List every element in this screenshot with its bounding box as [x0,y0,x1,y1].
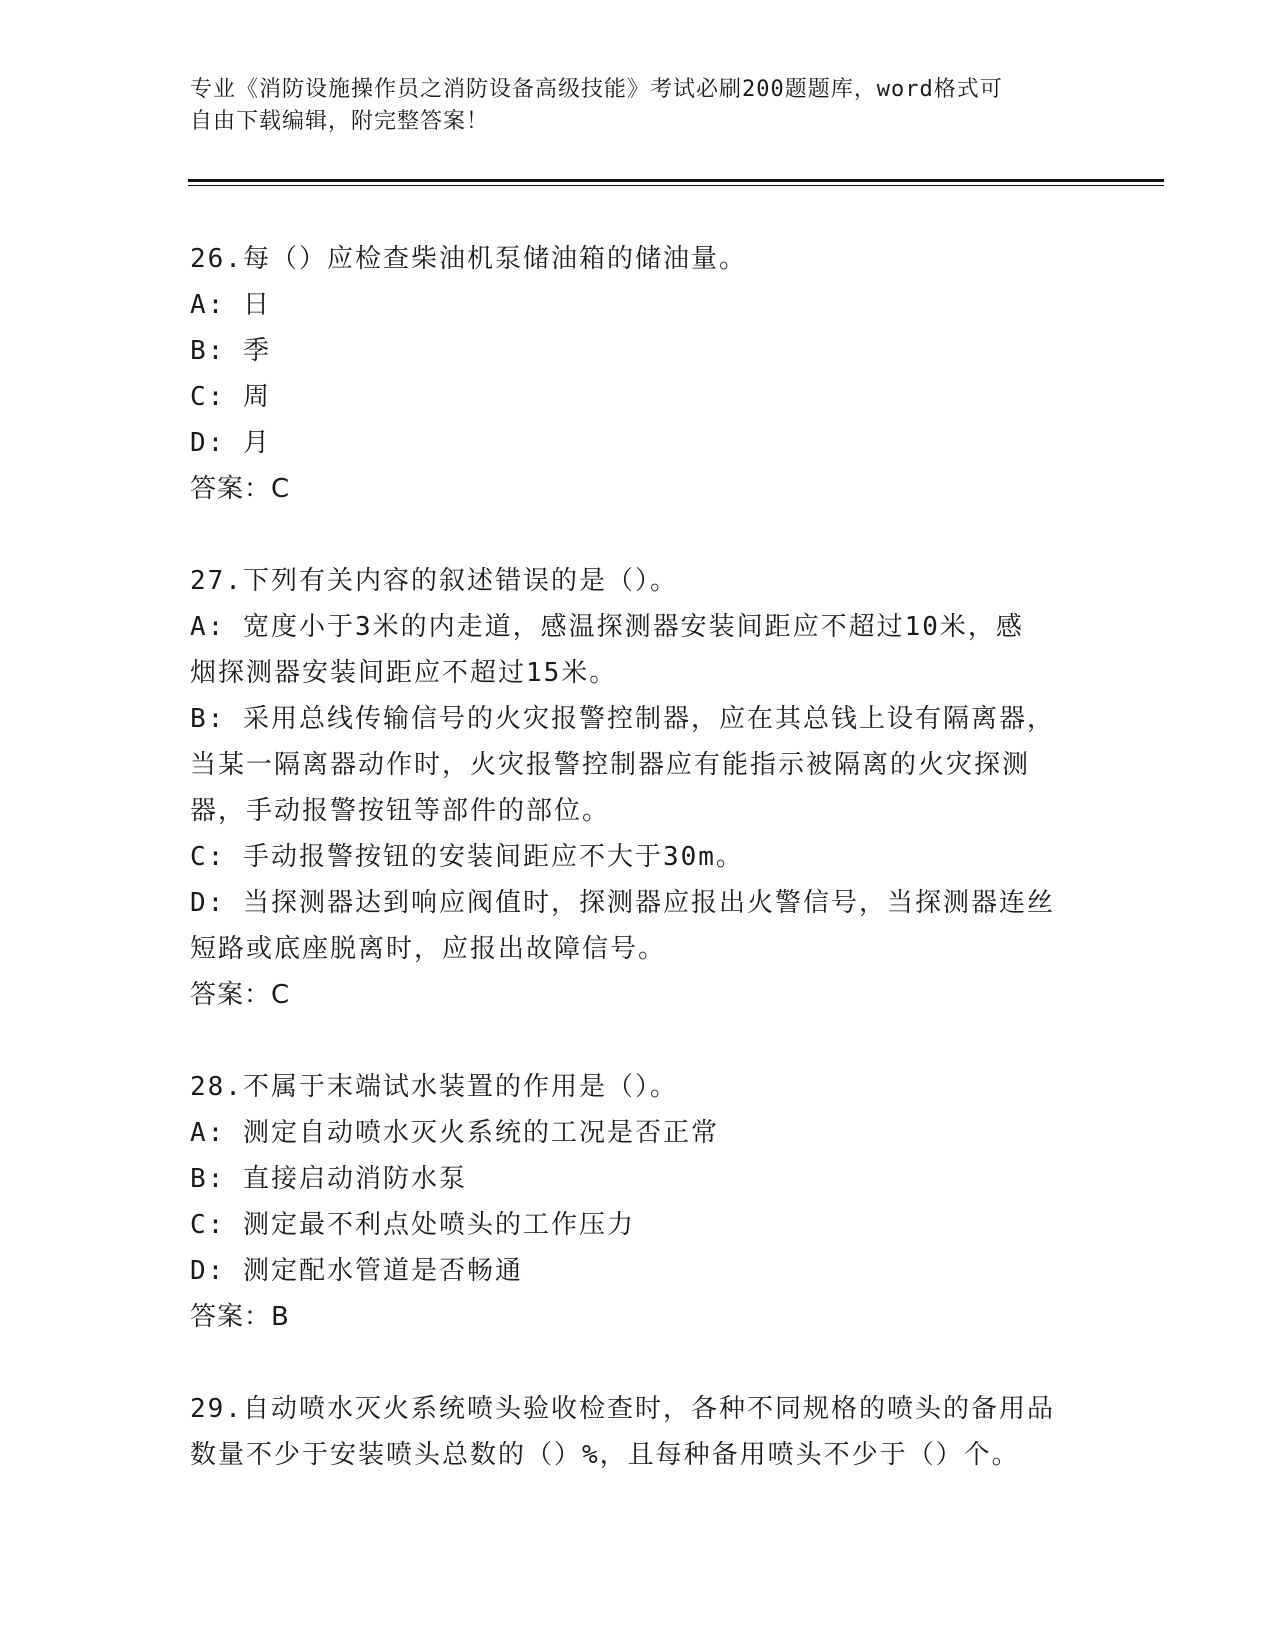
option-d: D: 测定配水管道是否畅通 [190,1256,523,1286]
question-stem: 28.不属于末端试水装置的作用是（）。 [190,1072,678,1102]
header-divider-thin [188,185,1164,186]
question-27 [190,558,1090,1018]
question-29 [190,1386,1090,1478]
option-c: C: 测定最不利点处喷头的工作压力 [190,1210,635,1240]
option-a: A: 日 [190,290,271,320]
header-line-2: 自由下载编辑，附完整答案！ [190,109,490,134]
question-28 [190,1064,1090,1340]
option-b-continued: 当某一隔离器动作时，火灾报警控制器应有能指示被隔离的火灾探测 [190,750,1031,780]
option-a: A: 测定自动喷水灭火系统的工况是否正常 [190,1118,719,1148]
header-line-1: 专业《消防设施操作员之消防设备高级技能》考试必刷200题题库，word格式可 [190,77,1003,102]
option-d: D: 月 [190,428,271,458]
question-stem: 27.下列有关内容的叙述错误的是（）。 [190,566,678,596]
option-b: B: 采用总线传输信号的火灾报警控制器，应在其总钱上设有隔离器， [190,704,1055,734]
document-header [190,74,1080,138]
option-a: A: 宽度小于3米的内走道，感温探测器安装间距应不超过10米，感 [190,612,1024,642]
answer-line: 答案：C [190,980,291,1010]
option-c: C: 周 [190,382,271,412]
option-d-continued: 短路或底座脱离时，应报出故障信号。 [190,934,667,964]
option-b-continued: 器，手动报警按钮等部件的部位。 [190,796,611,826]
answer-line: 答案：C [190,474,291,504]
option-b: B: 直接启动消防水泵 [190,1164,467,1194]
question-stem: 26.每（）应检查柴油机泵储油箱的储油量。 [190,244,747,274]
question-26 [190,236,1090,512]
option-d: D: 当探测器达到响应阀值时，探测器应报出火警信号，当探测器连丝 [190,888,1055,918]
option-c: C: 手动报警按钮的安装间距应不大于30m。 [190,842,744,872]
question-stem-line-2: 数量不少于安装喷头总数的（）%，且每种备用喷头不少于（）个。 [190,1440,1020,1470]
option-a-continued: 烟探测器安装间距应不超过15米。 [190,658,618,688]
option-b: B: 季 [190,336,271,366]
header-divider-thick [188,179,1164,182]
question-stem-line-1: 29.自动喷水灭火系统喷头验收检查时，各种不同规格的喷头的备用品 [190,1394,1055,1424]
answer-line: 答案：B [190,1302,290,1332]
